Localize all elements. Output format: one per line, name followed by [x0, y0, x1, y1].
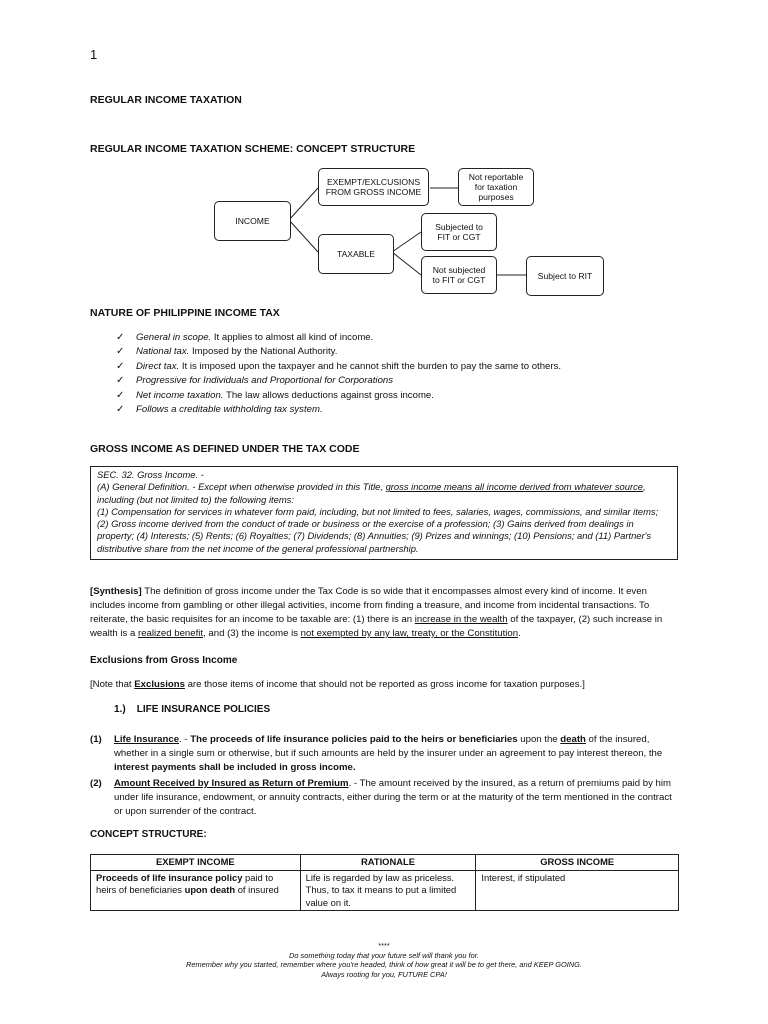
- concept-structure-heading: CONCEPT STRUCTURE:: [90, 829, 207, 840]
- checkmark-icon: ✓: [116, 332, 125, 343]
- exclusions-note: [Note that Exclusions are those items of income that should not be reported as gross income for taxation purposes.]: [90, 679, 585, 690]
- table-cell-gross: Interest, if stipulated: [476, 870, 679, 911]
- checkmark-icon: ✓: [116, 360, 125, 372]
- item-life-insurance: (1) Life Insurance. - The proceeds of life insurance policies paid to the heirs or beneficiaries upon the death of the insured, whether in a single sum or otherwise, but if such amounts are held by the insurer under an agreement to pay interest thereon, the interest payments shall be included in gross income.: [90, 734, 663, 773]
- list-item: ✓ Follows a creditable withholding tax system.: [116, 403, 561, 417]
- income-box: INCOME: [214, 201, 291, 241]
- exclusions-heading: Exclusions from Gross Income: [90, 655, 238, 666]
- not-subject-fit-box: Not subjected to FIT or CGT: [421, 256, 497, 294]
- table-cell-rationale: Life is regarded by law as priceless. Thus, to tax it means to put a limited value on it.: [300, 870, 476, 911]
- list-item: ✓ Progressive for Individuals and Proportional for Corporations: [116, 374, 561, 388]
- checkmark-icon: ✓: [116, 346, 125, 358]
- nature-heading: NATURE OF PHILIPPINE INCOME TAX: [90, 307, 280, 319]
- list-item: ✓ National tax. Imposed by the National Authority.: [116, 345, 561, 359]
- subject-rit-box: Subject to RIT: [526, 256, 604, 296]
- sec32-items: (1) Compensation for services in whatever form paid, including, but not limited to fees, salaries, wages, commissions, and similar items; (2) Gross income derived from the conduct of trade or business or the exercise of a profession; (3) Gains derived from dealings in property; (4) Interests; (5) Rents; (6) Royalties; (7) Dividends; (8) Annuities; (9) Prizes and winnings; (10) Pensions; and (11) Partner's distributive share from the net income of the general professional partnership.: [97, 505, 659, 554]
- taxable-box: TAXABLE: [318, 234, 394, 274]
- footer-line: Do something today that your future self will thank you for.: [289, 950, 479, 960]
- concept-table: [90, 854, 679, 911]
- subject-fit-box: Subjected to FIT or CGT: [421, 213, 497, 251]
- item-return-of-premium: (2) Amount Received by Insured as Return of Premium. - The amount received by the insured, as a return of premiums paid by him under life insurance, endowment, or annuity contracts, either during the term or at the maturity of the term mentioned in the contract or upon surrender of the contract.: [90, 778, 672, 817]
- footer: [0, 941, 768, 979]
- life-insurance-heading: 1.) LIFE INSURANCE POLICIES: [114, 704, 271, 715]
- list-item: ✓ Direct tax. It is imposed upon the taxpayer and he cannot shift the burden to pay the same to others.: [116, 360, 561, 374]
- page-number: 1: [90, 47, 98, 62]
- gross-income-heading: GROSS INCOME AS DEFINED UNDER THE TAX CODE: [90, 443, 360, 455]
- table-cell-exempt: Proceeds of life insurance policy paid to heirs of beneficiaries upon death of insured: [91, 870, 301, 911]
- footer-stars: ****: [378, 941, 390, 950]
- scheme-heading: REGULAR INCOME TAXATION SCHEME: CONCEPT STRUCTURE: [90, 143, 416, 155]
- sec32-including: including (but not limited to) the following items:: [97, 493, 294, 505]
- sec32-title: SEC. 32. Gross Income. -: [97, 469, 204, 480]
- table-header: EXEMPT INCOME: [91, 855, 301, 871]
- sec32-box: [90, 466, 678, 560]
- table-row: [91, 870, 679, 911]
- synthesis-paragraph: [Synthesis] The definition of gross income under the Tax Code is so wide that it encompasses almost every kind of income. It even includes income from gambling or other illegal activities, income from finding a treasure, and income from incidental transactions. To reiterate, the basic requisites for an income to be taxable are: (1) there is an increase in the wealth of the taxpayer, (2) such increase in wealth is a realized benefit, and (3) the income is not exempted by any law, treaty, or the Constitution.: [90, 586, 663, 639]
- table-header-row: [91, 855, 679, 871]
- not-reportable-box: Not reportable for taxation purposes: [458, 168, 534, 206]
- nature-list: [116, 331, 561, 417]
- table-header: RATIONALE: [300, 855, 476, 871]
- footer-line: Remember why you started, remember where you're headed, think of how great it will be to get there, and KEEP GOING.: [186, 960, 582, 969]
- checkmark-icon: ✓: [116, 389, 125, 401]
- checkmark-icon: ✓: [116, 375, 125, 387]
- list-item: ✓ Net income taxation. The law allows deductions against gross income.: [116, 389, 561, 403]
- sec32-definition: (A) General Definition. - Except when otherwise provided in this Title, gross income means all income derived from whatever source,: [97, 481, 646, 493]
- checkmark-icon: ✓: [116, 404, 125, 416]
- exempt-box: EXEMPT/EXLCUSIONS FROM GROSS INCOME: [318, 168, 429, 206]
- document-title: REGULAR INCOME TAXATION: [90, 94, 242, 106]
- list-item: ✓ General in scope. It applies to almost all kind of income.: [116, 331, 561, 345]
- table-header: GROSS INCOME: [476, 855, 679, 871]
- footer-line: Always rooting for you, FUTURE CPA!: [321, 969, 447, 979]
